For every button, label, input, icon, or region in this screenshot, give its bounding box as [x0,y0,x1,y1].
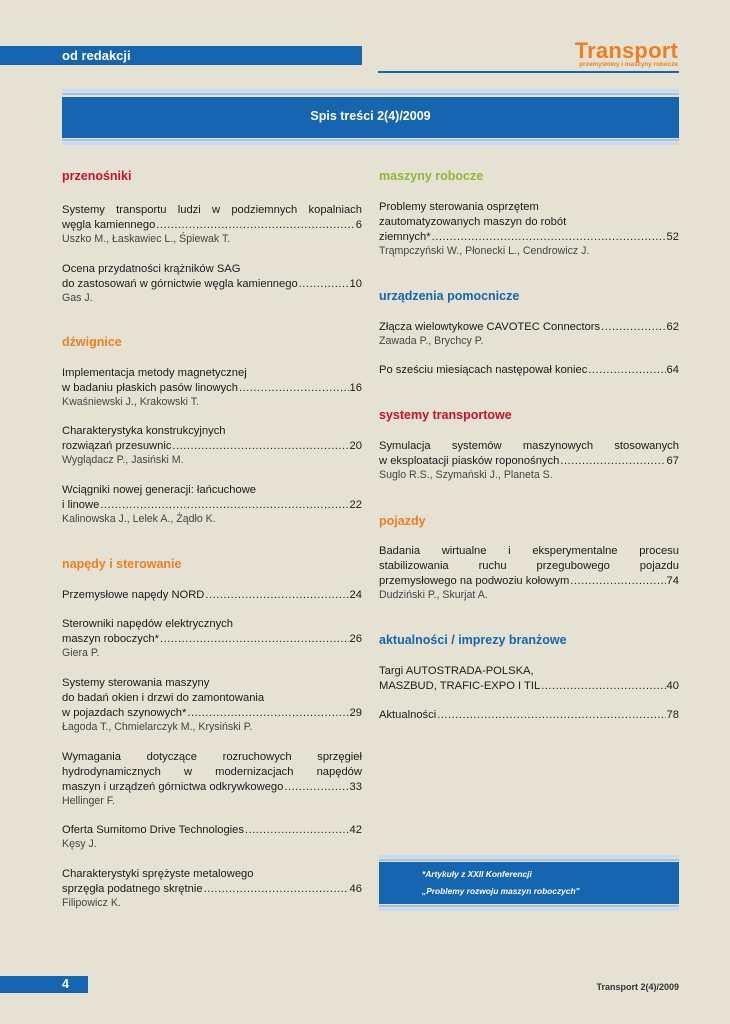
toc-entry-title: ziemnych* [379,231,431,243]
section-title-vehicles: pojazdy [379,514,426,528]
brand-divider [378,71,679,73]
toc-entry[interactable] [379,230,679,244]
toc-entry-title: Po sześciu miesiącach następował koniec [379,364,588,376]
toc-entry-title: węgla kamiennego [62,219,156,231]
page-number-box [0,976,88,993]
toc-page-number: 26 [349,633,362,645]
toc-page-number: 16 [349,382,362,394]
toc-page-number: 6 [355,219,362,231]
toc-entry[interactable] [379,574,679,588]
toc-page-number: 42 [349,824,362,836]
toc-entry-title: i linowe [62,499,100,511]
toc-entry[interactable] [379,454,679,468]
toc-page-number: 62 [666,321,679,333]
toc-entry-authors: Łagoda T., Chmielarczyk M., Krysiński P. [62,721,253,733]
toc-entry-title: Implementacja metody magnetycznej [62,367,247,379]
section-title-work-machines: maszyny robocze [379,169,484,183]
toc-entry-authors: Kęsy J. [62,838,97,850]
page-number: 4 [62,977,69,991]
section-title-transport-systems: systemy transportowe [379,408,512,422]
toc-entry[interactable] [62,588,362,602]
conference-note-line2: „Problemy rozwoju maszyn roboczych" [422,886,580,896]
toc-entry-title: Aktualności [379,709,437,721]
section-title-drives-control: napędy i sterowanie [62,557,182,571]
toc-entry-authors: Suglo R.S., Szymański J., Planeta S. [379,469,553,481]
issue-label: Transport 2(4)/2009 [596,982,679,992]
toc-page-number: 52 [666,231,679,243]
toc-entry[interactable] [62,498,362,512]
toc-entry-title: przemysłowego na podwoziu kołowym [379,575,570,587]
section-label: od redakcji [62,48,131,63]
toc-entry-authors: Giera P. [62,647,100,659]
toc-entry-title: Problemy sterowania osprzętem [379,201,539,213]
toc-entry-title: w badaniu płaskich pasów linowych [62,382,238,394]
toc-entry-title: Charakterystyki sprężyste metalowego [62,868,254,880]
brand-tagline: przemysłowy i maszyny robocze [579,61,678,68]
toc-entry[interactable] [62,218,362,232]
toc-entry-title: Badania wirtualne i eksperymentalne procesu [379,545,679,557]
toc-entry-title: Systemy sterowania maszyny [62,677,210,689]
toc-entry-title: Symulacja systemów maszynowych stosowanych [379,440,679,452]
toc-entry-title: Charakterystyka konstrukcyjnych [62,425,226,437]
toc-entry-title: hydrodynamicznych w modernizacjach napędów [62,766,362,778]
toc-page-number: 40 [666,680,679,692]
toc-entry-title: Wymagania dotyczące rozruchowych sprzęgieł [62,751,362,763]
toc-entry[interactable] [62,823,362,837]
toc-entry-title: sprzęgła podatnego skrętnie [62,883,203,895]
brand-logo: Transport [574,38,678,63]
toc-entry-title: Przemysłowe napędy NORD [62,589,205,601]
toc-entry-title: rozwiązań przesuwnic [62,440,172,452]
toc-entry-title: Targi AUTOSTRADA-POLSKA, [379,665,534,677]
toc-entry-title: do badań okien i drzwi do zamontowania [62,692,265,704]
toc-page-number: 22 [349,499,362,511]
toc-page-number: 29 [349,707,362,719]
toc-entry-title: Oferta Sumitomo Drive Technologies [62,824,244,836]
toc-entry-authors: Gas J. [62,292,93,304]
section-title-auxiliary-devices: urządzenia pomocnicze [379,289,520,303]
toc-entry-title: w pojazdach szynowych* [62,707,187,719]
toc-entry-title: zautomatyzowanych maszyn do robót [379,216,567,228]
conference-note-line1: *Artykuły z XXII Konferencji [422,869,532,879]
toc-page-number: 24 [349,589,362,601]
toc-entry-authors: Hellinger F. [62,795,115,807]
section-label-bar [0,46,362,65]
toc-entry-title: MASZBUD, TRAFIC-EXPO I TIL [379,680,541,692]
toc-page-number: 74 [666,575,679,587]
toc-entry-title: Sterowniki napędów elektrycznych [62,618,234,630]
toc-entry[interactable] [62,706,362,720]
toc-entry[interactable] [62,439,362,453]
toc-entry-title: Systemy transportu ludzi w podziemnych kopalniach [62,204,362,216]
toc-entry[interactable] [62,277,362,291]
toc-page-number: 20 [349,440,362,452]
toc-page-number: 67 [666,455,679,467]
toc-page-number: 64 [666,364,679,376]
section-title-news-events: aktualności / imprezy branżowe [379,633,567,647]
section-title-conveyors: przenośniki [62,169,132,183]
toc-page-number: 10 [349,278,362,290]
toc-entry-title: Złącza wielowtykowe CAVOTEC Connectors [379,321,601,333]
toc-entry[interactable] [379,363,679,377]
toc-entry[interactable] [62,632,362,646]
toc-entry-title: stabilizowania ruchu przegubowego pojazdu [379,560,679,572]
conference-note-box [379,855,679,911]
section-title-cranes: dźwignice [62,335,122,349]
toc-entry-title: w eksploatacji piasków roponośnych [379,455,560,467]
toc-entry-title: maszyn i urządzeń górnictwa odkrywkowego [62,781,284,793]
toc-entry[interactable] [379,679,679,693]
toc-entry[interactable] [62,882,362,896]
toc-entry-authors: Kwaśniewski J., Krakowski T. [62,396,199,408]
toc-entry[interactable] [62,780,362,794]
toc-entry-authors: Filipowicz K. [62,897,121,909]
toc-entry-authors: Zawada P., Brychcy P. [379,335,484,347]
toc-page-number: 46 [349,883,362,895]
toc-entry-title: Wciągniki nowej generacji: łańcuchowe [62,484,257,496]
toc-entry-title: Ocena przydatności krążników SAG [62,263,241,275]
toc-page-number: 33 [349,781,362,793]
toc-entry-title: do zastosowań w górnictwie węgla kamiennego [62,278,298,290]
toc-entry-authors: Dudziński P., Skurjat A. [379,589,488,601]
toc-page-number: 78 [666,709,679,721]
toc-title: Spis treści 2(4)/2009 [310,109,431,123]
toc-entry[interactable] [379,320,679,334]
toc-entry[interactable] [62,381,362,395]
toc-entry-authors: Uszko M., Łaskawiec L., Śpiewak T. [62,233,231,245]
toc-entry-authors: Kalinowska J., Lelek A., Żądło K. [62,513,216,525]
toc-entry-authors: Wyglądacz P., Jasiński M. [62,454,184,466]
toc-entry-authors: Trąmpczyński W., Płonecki L., Cendrowicz J. [379,245,590,257]
toc-entry-title: maszyn roboczych* [62,633,159,645]
toc-entry[interactable] [379,708,679,722]
